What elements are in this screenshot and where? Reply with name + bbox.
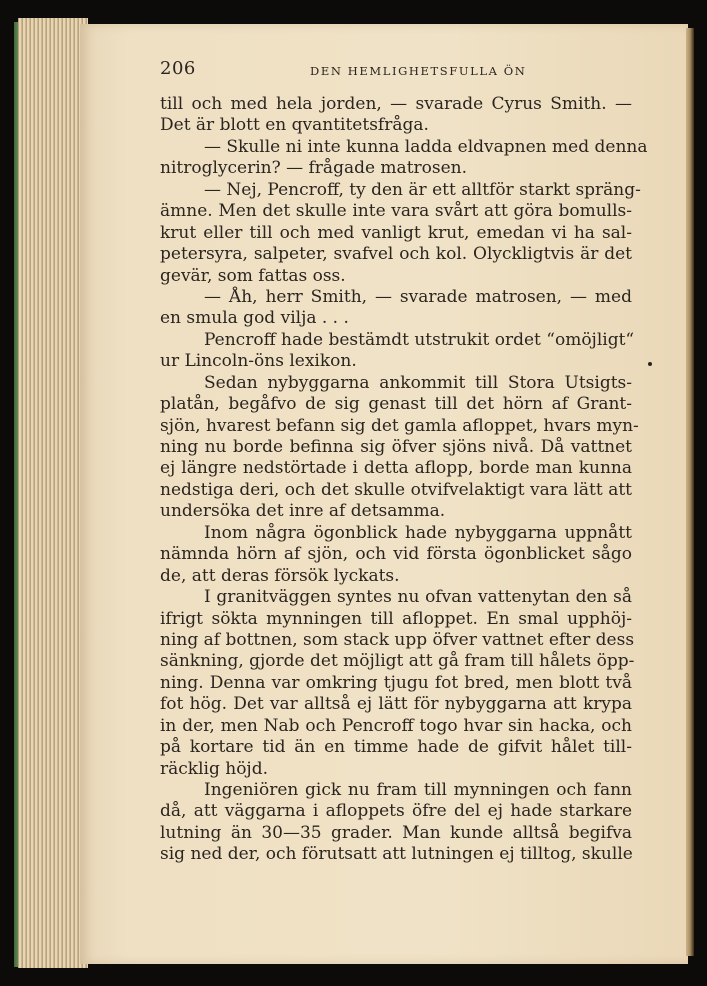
text-line: sig ned der, och förutsatt att lutningen ej tilltog, skulle (160, 844, 633, 865)
text-line: ning. Denna var omkring tjugu fot bred, men blott två (160, 672, 632, 693)
text-line: Sedan nybyggarna ankommit till Stora Utsigts- (204, 372, 632, 393)
text-line: Inom några ögonblick hade nybyggarna uppnått (204, 522, 632, 543)
text-line: — Nej, Pencroff, ty den är ett alltför starkt spräng- (204, 179, 641, 200)
page-right-edge (686, 28, 694, 956)
text-line: då, att väggarna i afloppets öfre del ej hade starkare (160, 801, 632, 822)
text-line: gevär, som fattas oss. (160, 265, 346, 286)
body-text (160, 94, 648, 866)
text-line: ur Lincoln-öns lexikon. (160, 351, 357, 372)
text-line: de, att deras försök lyckats. (160, 565, 400, 586)
text-line: ning af bottnen, som stack upp öfver vattnet efter dess (160, 629, 635, 650)
text-line: Det är blott en qvantitetsfråga. (160, 115, 429, 136)
text-line: ning nu borde befinna sig öfver sjöns nivå. Då vattnet (160, 437, 632, 457)
text-line: fot hög. Det var alltså ej lätt för nybyggarna att krypa (160, 694, 632, 715)
text-line: ej längre nedstörtade i detta aflopp, borde man kunna (160, 458, 632, 479)
text-line: sjön, hvarest befann sig det gamla afloppet, hvars myn- (160, 415, 639, 436)
text-line: ifrigt sökta mynningen till afloppet. En smal upphöj- (160, 608, 632, 629)
text-line: Pencroff hade bestämdt utstrukit ordet “omöjligt“ (204, 329, 635, 350)
text-line: lutning än 30—35 grader. Man kunde alltså begifva (160, 822, 632, 843)
text-line: nedstiga deri, och det skulle otvifvelaktigt vara lätt att (160, 479, 632, 500)
text-line: nitroglycerin? — frågade matrosen. (160, 158, 468, 179)
text-line: sänkning, gjorde det möjligt att gå fram till hålets öpp- (160, 651, 635, 672)
stacked-page-edges (18, 18, 88, 968)
text-line: nämnda hörn af sjön, och vid första ögonblicket sågo (160, 544, 632, 565)
text-line: Ingeniören gick nu fram till mynningen och fann (204, 780, 632, 800)
text-line: till och med hela jorden, — svarade Cyrus Smith. — (160, 94, 632, 114)
text-line: petersyra, salpeter, svafvel och kol. Olyckligtvis är det (160, 244, 632, 265)
text-line: krut eller till och med vanligt krut, emedan vi ha sal- (160, 222, 632, 243)
page-number: 206 (160, 58, 196, 79)
text-line: in der, men Nab och Pencroff togo hvar sin hacka, och (160, 715, 632, 736)
page-header (160, 58, 632, 84)
running-title: DEN HEMLIGHETSFULLA ÖN (310, 64, 527, 78)
text-line: — Skulle ni inte kunna ladda eldvapnen med denna (204, 136, 648, 157)
text-line: undersöka det inre af detsamma. (160, 501, 446, 522)
text-line: — Åh, herr Smith, — svarade matrosen, — med (204, 286, 632, 307)
text-line: ämne. Men det skulle inte vara svårt att göra bomulls- (160, 201, 632, 222)
text-line: räcklig höjd. (160, 758, 268, 779)
text-line: på kortare tid än en timme hade de gifvit hålet till- (160, 737, 632, 758)
text-line: platån, begåfvo de sig genast till det hörn af Grant- (160, 394, 632, 415)
print-speck (648, 362, 652, 366)
text-line: I granitväggen syntes nu ofvan vattenytan den så (204, 587, 632, 608)
text-line: en smula god vilja . . . (160, 308, 349, 329)
